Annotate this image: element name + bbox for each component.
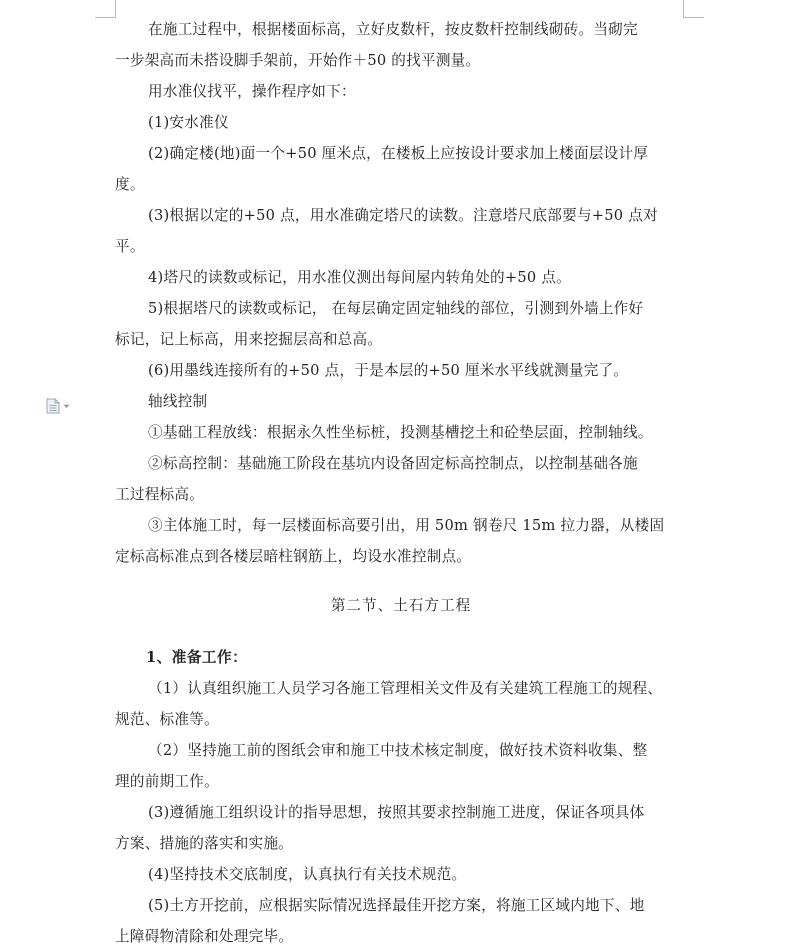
paragraph-line: 理的前期工作。: [115, 773, 219, 790]
paragraph-line: 方案、措施的落实和实施。: [115, 835, 294, 852]
top-left-margin-mark: [95, 0, 116, 18]
paragraph-line: (5)土方开挖前，应根据实际情况选择最佳开挖方案，将施工区域内地下、地: [148, 897, 645, 914]
subsection-heading: 1、准备工作：: [146, 649, 248, 666]
paragraph-line: ③主体施工时，每一层楼面标高要引出，用 50m 钢卷尺 15m 拉力器，从楼固: [148, 517, 665, 534]
paragraph-line: 4)塔尺的读数或标记，用水准仪测出每间屋内转角处的+50 点。: [148, 269, 572, 286]
chevron-down-icon: [63, 404, 70, 409]
paragraph-line: ①基础工程放线：根据永久性坐标桩，投测基槽挖土和砼垫层面，控制轴线。: [148, 424, 653, 441]
paragraph-line: 工过程标高。: [115, 486, 205, 503]
paragraph-line: 在施工过程中，根据楼面标高，立好皮数杆，按皮数杆控制线砌砖。当砌完: [148, 21, 638, 38]
paragraph-line: 标记，记上标高，用来挖掘层高和总高。: [115, 331, 383, 348]
paragraph-line: 5)根据塔尺的读数或标记， 在每层确定固定轴线的部位，引测到外墙上作好: [148, 300, 644, 317]
paragraph-line: (4)坚持技术交底制度，认真执行有关技术规范。: [148, 866, 467, 883]
paragraph-line: (3)遵循施工组织设计的指导思想，按照其要求控制施工进度，保证各项具体: [148, 804, 645, 821]
paragraph-line: (3)根据以定的+50 点，用水准确定塔尺的读数。注意塔尺底部要与+50 点对: [148, 207, 658, 224]
paragraph-line: （1）认真组织施工人员学习各施工管理相关文件及有关建筑工程施工的规程、: [148, 680, 663, 697]
paragraph-line: (1)安水准仪: [148, 114, 229, 131]
section-title: 第二节、土石方工程: [330, 597, 472, 614]
paragraph-line: 平。: [115, 238, 145, 255]
paragraph-line: 一步架高而未搭设脚手架前，开始作＋50 的找平测量。: [115, 52, 481, 69]
paragraph-line: 上障碍物清除和处理完毕。: [115, 928, 294, 945]
paragraph-line: ②标高控制：基础施工阶段在基坑内设备固定标高控制点，以控制基础各施: [148, 455, 638, 472]
paragraph-line: 定标高标准点到各楼层暗柱钢筋上，均设水准控制点。: [115, 548, 472, 565]
paragraph-line: 用水准仪找平，操作程序如下：: [148, 83, 356, 100]
document-options-icon[interactable]: [46, 398, 74, 414]
paragraph-line: （2）坚持施工前的图纸会审和施工中技术核定制度，做好技术资料收集、整: [148, 742, 648, 759]
section-label-axis-control: 轴线控制: [148, 393, 208, 410]
paragraph-line: (6)用墨线连接所有的+50 点，于是本层的+50 厘米水平线就测量完了。: [148, 362, 629, 379]
paragraph-line: 规范、标准等。: [115, 711, 219, 728]
paragraph-line: (2)确定楼(地)面一个+50 厘米点，在楼板上应按设计要求加上楼面层设计厚: [148, 145, 649, 162]
paragraph-line: 度。: [115, 176, 145, 193]
